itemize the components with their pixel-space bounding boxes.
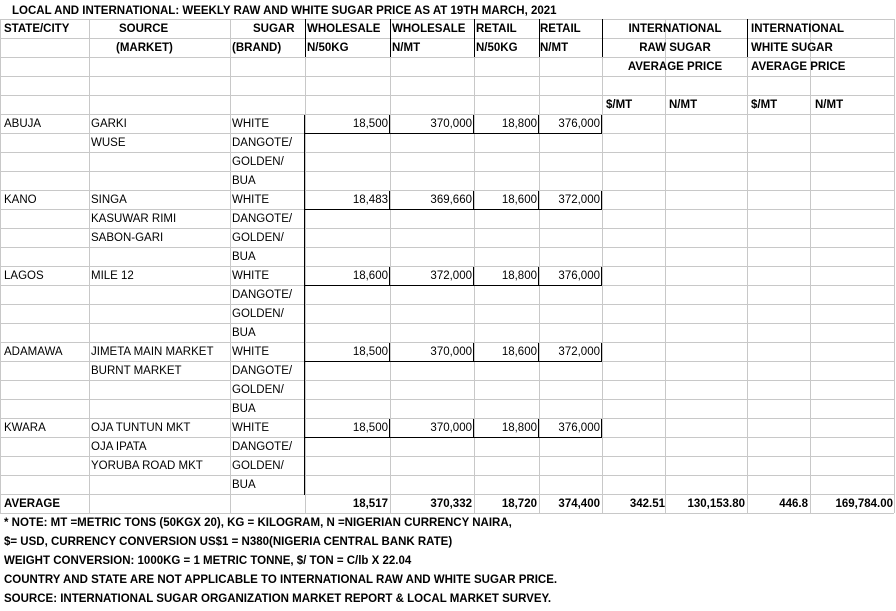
brand-border (304, 324, 305, 343)
header-int-raw: INTERNATIONAL (628, 23, 722, 35)
cell-wholesale-50kg (305, 134, 388, 152)
cell-wholesale-50kg: 18,500 (352, 346, 388, 358)
value-cell-border (474, 115, 539, 134)
cell-wholesale-50kg (305, 286, 388, 304)
cell-brand: GOLDEN/ (232, 460, 284, 472)
note-line-3: WEIGHT CONVERSION: 1000KG = 1 METRIC TONNE, $/ TON = C/lb X 22.04 (4, 555, 412, 567)
cell-retail-50kg (474, 229, 537, 247)
header-rule (305, 19, 306, 57)
cell-source: BURNT MARKET (91, 365, 182, 377)
cell-wholesale-50kg (305, 248, 388, 266)
cell-retail-mt (539, 210, 600, 228)
cell-brand: GOLDEN/ (232, 232, 284, 244)
cell-brand: GOLDEN/ (232, 384, 284, 396)
cell-wholesale-mt (390, 134, 472, 152)
header-source-sub: (MARKET) (116, 42, 173, 54)
cell-retail-mt (539, 286, 600, 304)
grid-vline (602, 19, 603, 513)
cell-retail-50kg: 18,800 (501, 118, 537, 130)
brand-border (304, 134, 305, 153)
cell-wholesale-mt (390, 400, 472, 418)
header-wholesale-mt: WHOLESALE (392, 23, 466, 35)
cell-wholesale-50kg (305, 210, 388, 228)
average-raw-usd: 342.51 (629, 498, 665, 510)
cell-retail-50kg (474, 476, 537, 494)
value-cell-border (539, 115, 602, 134)
value-cell-border (539, 419, 602, 438)
cell-wholesale-mt (390, 381, 472, 399)
brand-border (304, 457, 305, 476)
average-wholesale-50kg: 18,517 (352, 498, 388, 510)
cell-wholesale-mt (390, 153, 472, 171)
average-label: AVERAGE (4, 498, 61, 510)
value-cell-border (305, 343, 390, 362)
cell-wholesale-50kg: 18,500 (352, 118, 388, 130)
cell-source: KASUWAR RIMI (91, 213, 177, 225)
cell-state: ABUJA (4, 118, 42, 130)
cell-wholesale-50kg (305, 172, 388, 190)
header-int-raw-3: AVERAGE PRICE (627, 61, 723, 73)
cell-retail-50kg (474, 134, 537, 152)
cell-brand: BUA (232, 327, 256, 339)
cell-retail-mt (539, 438, 600, 456)
cell-brand: GOLDEN/ (232, 156, 284, 168)
cell-wholesale-50kg (305, 229, 388, 247)
cell-retail-mt (539, 229, 600, 247)
cell-retail-50kg (474, 172, 537, 190)
header-int-white-3: AVERAGE PRICE (751, 61, 846, 73)
brand-border (304, 476, 305, 495)
cell-brand: WHITE (232, 194, 270, 206)
cell-retail-50kg: 18,800 (501, 422, 537, 434)
note-line-2: $= USD, CURRENCY CONVERSION US$1 = N380(NIGERIA CENTRAL BANK RATE) (4, 536, 453, 548)
header-raw-ngn: N/MT (669, 99, 698, 111)
average-wholesale-mt: 370,332 (430, 498, 472, 510)
cell-brand: WHITE (232, 118, 270, 130)
cell-wholesale-50kg (305, 305, 388, 323)
cell-wholesale-50kg (305, 438, 388, 456)
value-cell-border (390, 115, 474, 134)
value-cell-border (474, 419, 539, 438)
cell-wholesale-50kg: 18,500 (352, 422, 388, 434)
cell-retail-mt (539, 305, 600, 323)
cell-retail-50kg (474, 438, 537, 456)
cell-source: JIMETA MAIN MARKET (91, 346, 214, 358)
cell-brand: BUA (232, 251, 256, 263)
cell-retail-mt (539, 362, 600, 380)
header-int-white: INTERNATIONAL (751, 23, 845, 35)
cell-retail-50kg (474, 362, 537, 380)
cell-source: OJA TUNTUN MKT (91, 422, 191, 434)
note-line-5: SOURCE: INTERNATIONAL SUGAR ORGANIZATION MARKET REPORT & LOCAL MARKET SURVEY. (4, 593, 552, 605)
cell-source: SABON-GARI (91, 232, 164, 244)
cell-wholesale-mt (390, 362, 472, 380)
cell-wholesale-mt: 370,000 (430, 422, 472, 434)
cell-brand: WHITE (232, 422, 270, 434)
cell-retail-50kg (474, 153, 537, 171)
sheet-title: LOCAL AND INTERNATIONAL: WEEKLY RAW AND WHITE SUGAR PRICE AS AT 19TH MARCH, 2021 (12, 5, 557, 17)
header-wholesale-mt-unit: N/MT (392, 42, 421, 54)
header-int-raw-2: RAW SUGAR (639, 42, 711, 54)
cell-wholesale-50kg: 18,483 (352, 194, 388, 206)
brand-border (304, 153, 305, 172)
brand-border (304, 343, 305, 362)
header-white-ngn: N/MT (815, 99, 844, 111)
brand-border (304, 229, 305, 248)
value-cell-border (539, 191, 602, 210)
cell-brand: BUA (232, 175, 256, 187)
value-cell-border (390, 343, 474, 362)
cell-retail-mt (539, 476, 600, 494)
cell-retail-mt (539, 457, 600, 475)
cell-wholesale-mt (390, 476, 472, 494)
average-retail-mt: 374,400 (558, 498, 600, 510)
cell-wholesale-mt (390, 229, 472, 247)
header-state: STATE/CITY (4, 23, 70, 35)
brand-border (304, 172, 305, 191)
brand-border (304, 400, 305, 419)
cell-wholesale-mt (390, 438, 472, 456)
cell-source: SINGA (91, 194, 127, 206)
cell-retail-mt: 376,000 (558, 422, 600, 434)
cell-wholesale-50kg (305, 476, 388, 494)
cell-retail-mt: 376,000 (558, 118, 600, 130)
cell-state: KANO (4, 194, 37, 206)
cell-brand: DANGOTE/ (232, 289, 293, 301)
cell-wholesale-50kg (305, 400, 388, 418)
cell-source: YORUBA ROAD MKT (91, 460, 203, 472)
brand-border (304, 305, 305, 324)
brand-border (304, 267, 305, 286)
cell-brand: WHITE (232, 270, 270, 282)
grid-vline (89, 19, 90, 513)
cell-source: WUSE (91, 137, 126, 149)
cell-retail-mt: 372,000 (558, 194, 600, 206)
value-cell-border (305, 115, 390, 134)
header-rule (602, 19, 603, 57)
cell-retail-mt: 376,000 (558, 270, 600, 282)
cell-retail-50kg (474, 210, 537, 228)
cell-wholesale-50kg (305, 153, 388, 171)
cell-wholesale-mt (390, 305, 472, 323)
cell-brand: BUA (232, 479, 256, 491)
average-raw-ngn: 130,153.80 (687, 498, 745, 510)
cell-brand: DANGOTE/ (232, 213, 293, 225)
brand-border (304, 362, 305, 381)
cell-retail-50kg: 18,800 (501, 270, 537, 282)
value-cell-border (390, 267, 474, 286)
brand-border (304, 419, 305, 438)
header-wholesale-50kg-unit: N/50KG (307, 42, 349, 54)
cell-wholesale-50kg (305, 362, 388, 380)
brand-border (304, 210, 305, 229)
cell-retail-mt (539, 324, 600, 342)
grid-vline (230, 19, 231, 513)
header-rule (747, 19, 748, 57)
cell-retail-mt (539, 134, 600, 152)
cell-state: LAGOS (4, 270, 44, 282)
header-white-usd: $/MT (751, 99, 778, 111)
grid-vline (894, 19, 895, 513)
cell-retail-50kg: 18,600 (501, 346, 537, 358)
value-cell-border (474, 267, 539, 286)
header-retail-mt: RETAIL (540, 23, 581, 35)
brand-border (304, 381, 305, 400)
cell-retail-50kg (474, 324, 537, 342)
cell-wholesale-mt: 372,000 (430, 270, 472, 282)
cell-retail-mt (539, 400, 600, 418)
average-white-usd: 446.8 (779, 498, 808, 510)
brand-border (304, 248, 305, 267)
note-line-1: * NOTE: MT =METRIC TONS (50KGX 20), KG = KILOGRAM, N =NIGERIAN CURRENCY NAIRA, (4, 517, 512, 529)
header-raw-usd: $/MT (606, 99, 633, 111)
cell-retail-50kg (474, 305, 537, 323)
cell-source: OJA IPATA (91, 441, 147, 453)
cell-state: ADAMAWA (4, 346, 63, 358)
cell-brand: BUA (232, 403, 256, 415)
cell-brand: DANGOTE/ (232, 365, 293, 377)
cell-source: GARKI (91, 118, 127, 130)
header-sugar: SUGAR (253, 23, 295, 35)
value-cell-border (474, 191, 539, 210)
header-wholesale-50kg: WHOLESALE (307, 23, 381, 35)
value-cell-border (474, 343, 539, 362)
header-retail-mt-unit: N/MT (540, 42, 569, 54)
header-rule (390, 19, 391, 57)
brand-border (304, 191, 305, 210)
cell-wholesale-mt: 370,000 (430, 118, 472, 130)
cell-wholesale-mt: 369,660 (430, 194, 472, 206)
cell-brand: GOLDEN/ (232, 308, 284, 320)
value-cell-border (305, 419, 390, 438)
value-cell-border (539, 343, 602, 362)
cell-retail-mt (539, 248, 600, 266)
header-retail-50kg-unit: N/50KG (476, 42, 518, 54)
header-source: SOURCE (119, 23, 169, 35)
grid-vline (0, 19, 1, 513)
cell-wholesale-mt: 370,000 (430, 346, 472, 358)
grid-hline (0, 76, 894, 77)
cell-brand: WHITE (232, 346, 270, 358)
value-cell-border (390, 191, 474, 210)
cell-retail-50kg (474, 381, 537, 399)
note-line-4: COUNTRY AND STATE ARE NOT APPLICABLE TO INTERNATIONAL RAW AND WHITE SUGAR PRICE. (4, 574, 558, 586)
cell-wholesale-50kg (305, 457, 388, 475)
header-rule (474, 19, 475, 57)
cell-brand: DANGOTE/ (232, 441, 293, 453)
average-retail-50kg: 18,720 (501, 498, 537, 510)
cell-source: MILE 12 (91, 270, 134, 282)
cell-retail-mt: 372,000 (558, 346, 600, 358)
average-white-ngn: 169,784.00 (835, 498, 893, 510)
brand-border (304, 286, 305, 305)
cell-wholesale-mt (390, 210, 472, 228)
header-retail-50kg: RETAIL (476, 23, 517, 35)
cell-retail-50kg (474, 400, 537, 418)
header-int-white-2: WHITE SUGAR (751, 42, 833, 54)
cell-wholesale-50kg: 18,600 (352, 270, 388, 282)
cell-wholesale-mt (390, 324, 472, 342)
cell-wholesale-mt (390, 248, 472, 266)
brand-border (304, 115, 305, 134)
cell-wholesale-mt (390, 172, 472, 190)
grid-vline (747, 19, 748, 513)
brand-border (304, 438, 305, 457)
cell-wholesale-50kg (305, 324, 388, 342)
value-cell-border (390, 419, 474, 438)
cell-wholesale-mt (390, 457, 472, 475)
grid-vline (665, 19, 666, 513)
cell-brand: DANGOTE/ (232, 137, 293, 149)
cell-retail-mt (539, 153, 600, 171)
grid-vline (810, 19, 811, 513)
cell-state: KWARA (4, 422, 46, 434)
header-sugar-sub: (BRAND) (232, 42, 282, 54)
value-cell-border (539, 267, 602, 286)
cell-wholesale-mt (390, 286, 472, 304)
cell-retail-50kg (474, 286, 537, 304)
cell-retail-mt (539, 172, 600, 190)
cell-retail-50kg: 18,600 (501, 194, 537, 206)
cell-retail-mt (539, 381, 600, 399)
value-cell-border (305, 191, 390, 210)
cell-retail-50kg (474, 457, 537, 475)
value-cell-border (305, 267, 390, 286)
cell-retail-50kg (474, 248, 537, 266)
cell-wholesale-50kg (305, 381, 388, 399)
